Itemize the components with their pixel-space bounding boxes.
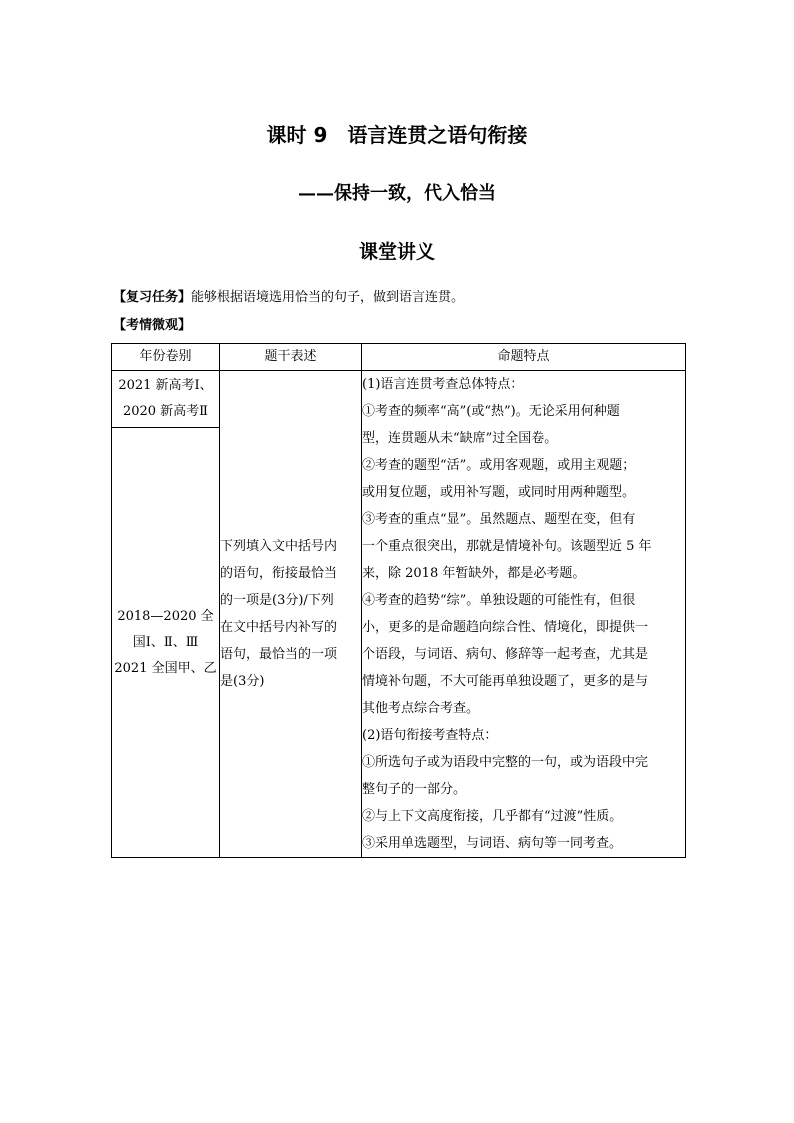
- year-line: 2018—2020 全: [117, 608, 214, 624]
- feature-line: ②考查的题型“活”。或用客观题，或用主观题；: [362, 458, 636, 473]
- feature-line: 一个重点很突出，那就是情境补句。该题型近 5 年: [362, 539, 652, 554]
- stem-line: 的一项是(3分)/下列: [220, 593, 334, 608]
- stem-line: 的语句，衔接最恰当: [220, 566, 338, 581]
- feature-line: ④考查的趋势“综”。单独设题的可能性有，但很: [362, 593, 636, 608]
- review-task-label: 【复习任务】: [113, 290, 192, 305]
- exam-overview-table: [111, 343, 686, 858]
- section-heading: 课堂讲义: [358, 241, 435, 263]
- year-cell-new-exam: [112, 371, 220, 428]
- header-year: 年份卷别: [112, 344, 220, 371]
- year-line: 2020 新高考Ⅱ: [122, 404, 209, 419]
- feature-line: ②与上下文高度衔接，几乎都有“过渡”性质。: [362, 809, 623, 824]
- feature-line: 情境补句题，不大可能再单独设题了，更多的是与: [362, 674, 649, 689]
- feature-line: 来，除 2018 年暂缺外，都是必考题。: [362, 566, 586, 581]
- page-subtitle: ——保持一致，代入恰当: [298, 183, 496, 204]
- feature-line: 个语段，与词语、病句、修辞等一起考查，尤其是: [362, 647, 649, 662]
- feature-line: 小，更多的是命题趋向综合性、情境化，即提供一: [362, 620, 649, 635]
- review-task-text: 能够根据语境选用恰当的句子，做到语言连贯。: [191, 290, 465, 305]
- header-features: 命题特点: [362, 344, 686, 371]
- year-line: 国Ⅰ、Ⅱ、Ⅲ: [132, 634, 199, 650]
- year-line: 2021 全国甲、乙: [114, 660, 217, 676]
- feature-line: 或用复位题，或用补写题，或同时用两种题型。: [362, 485, 636, 500]
- stem-line: 下列填入文中括号内: [220, 539, 338, 554]
- feature-line: ①所选句子或为语段中完整的一句，或为语段中完: [362, 755, 649, 770]
- feature-line: (2)语句衔接考查特点：: [362, 728, 498, 743]
- stem-line: 语句，最恰当的一项: [220, 647, 338, 662]
- stem-line: 在文中括号内补写的: [220, 620, 338, 635]
- stem-line: 是(3分): [220, 674, 265, 689]
- table-row: [112, 371, 686, 428]
- exam-overview-label: 【考情微观】: [113, 318, 192, 333]
- page-title: 课时 9 语言连贯之语句衔接: [266, 123, 528, 147]
- stem-cell: [220, 371, 362, 858]
- year-cell-national-exam: [112, 428, 220, 858]
- header-stem: 题干表述: [220, 344, 362, 371]
- feature-line: ③采用单选题型，与词语、病句等一同考查。: [362, 836, 623, 851]
- feature-line: 其他考点综合考查。: [362, 701, 480, 716]
- feature-line: ③考查的重点“显”。虽然题点、题型在变，但有: [362, 512, 636, 527]
- feature-line: ①考查的频率“高”(或“热”)。无论采用何种题: [362, 404, 620, 419]
- year-line: 2021 新高考Ⅰ、: [118, 378, 213, 393]
- table-header-row: [112, 344, 686, 371]
- review-task: [113, 288, 464, 308]
- feature-line: (1)语言连贯考查总体特点：: [362, 377, 524, 392]
- features-cell: [362, 371, 686, 858]
- feature-line: 整句子的一部分。: [362, 782, 467, 797]
- feature-line: 型，连贯题从未“缺席”过全国卷。: [362, 431, 558, 446]
